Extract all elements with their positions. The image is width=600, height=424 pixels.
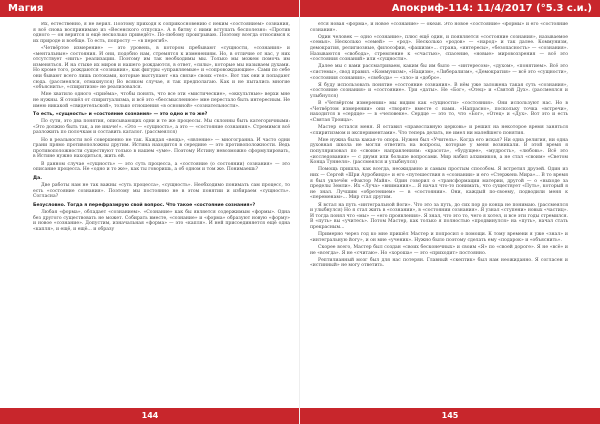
right-body bbox=[310, 22, 568, 402]
body-paragraph: ется новая «форма», и новое «сознание» — океан. Это новое «состояние» «формы» и его «состояние сознания». bbox=[310, 22, 568, 33]
body-paragraph: Мне хватило одного «приёма», чтобы понять, что все эти «мистические», «оккультные» верхи мне не нужны. Я отошёл от спиритуализма, и всё это «бессмысленное» мне перестало быть интересным. Не имею никакой «свидетельской», только отношения «в основной» «сознательности». bbox=[33, 92, 290, 109]
section-title: Магия bbox=[8, 3, 44, 14]
body-paragraph: Один человек — одно «сознание», плюс ещё один, и появляется «состояние сознания», называемое «семья». Несколько «семей» — «род». Несколько «родов» — «народ» и так далее. Коммунизм, демократия, религиозные, философии, «фашизм»... страна, «интересы», «безопасность» — «сознания». Называются «свобода», стремление к «счастью», спасение, «новые» мировоззрения — всё это «состояния сознаний» или «сущности». bbox=[310, 34, 568, 63]
body-paragraph: Их, естественно, я не верил. Поэтому приходя к соприкосновению с неким «состоянием» сознания, я всё снова воспринимаю из «Весенского отпуска». А в битву с ними вступать бесполезно: «Против одного — он верится и ещё несколько приведёт». По-любому проигрываю. Поэтому всегда относимся к их природе и вообще. То есть, попросту — «в перегиб». bbox=[33, 22, 290, 44]
body-paragraph: Любая «форма», обладает «сознанием». «Сознание» как бы является содержимым «формы». Одна без другого существовать не может. Собирать вместе, «сознание» и «форма» образуют новую «форму» и новое «сознание». Допустим, изначальная «форма» — это «капля». И ней присоединяется ещё одна «капля», и ещё, и ещё... и образу bbox=[33, 209, 290, 232]
right-page bbox=[300, 0, 600, 424]
left-header-bar bbox=[0, 0, 300, 17]
body-paragraph: Две работы нам не так важны «суть процесса», «сущность». Необходимо понимать сам процесс, то есть «состояние сознания». Поэтому мы постоянно не в этом понятии и избираем «сущность». Согласна? bbox=[33, 183, 290, 200]
interview-question: Безусловно. Тогда я перефразирую свой вопрос. Что такое «состояние сознания»? bbox=[33, 202, 256, 208]
publication-title: Апокриф-114: 11/4/2017 (°5.3 с.и.) bbox=[391, 3, 592, 14]
body-paragraph: Но в реальности всё совершенно не так. Каждая «вещь», «явление» — многогранна. И часто одни грани прямо противоположны другим. Истина находится в середине — это противоположности. Ведь противоположности существуют только в нашем «уме». Поэтому Истину невозможно сформулировать, в Истине нужно находиться, жить ей. bbox=[33, 137, 290, 160]
body-paragraph: «Четвёртое измерение» — это уровень, в котором пребывают «сущности, «сознания» и «ментальные» состояния. И они, подобно нам, стремятся к изменениям. Но, в отличие от нас, у них отсутствует «нить» реализации. Поэтому им так необходимы мы. Только мы можем помочь им изменяться. И на стыке их миров и нашего рождаются, в ответ, «силы», которые мы называем духами. Но кроме того, рождаются «сознания», как фигуры «управляемые» и «сопровождающие». Сами по себе они бывают всего лишь потоками, которые выступают «на связи» своих «тел». Вот так они и попадают сюда. (рассмеялся, отмахнулся) Во всяком случае, я так предполагаю. Как и не пытались многие «объяснить», «спиритизм» не реализовался. bbox=[33, 45, 290, 91]
right-header-bar bbox=[300, 0, 600, 17]
page-number-left: 144 bbox=[134, 408, 167, 424]
interview-question: То есть, «сущность» и «состояние сознания» — это одно и то же? bbox=[33, 112, 208, 118]
body-paragraph: Мне нужна была какая-то опора. Нужен был «Учитель». Когда его искал? Ни одна религия, ни одна духовная школа не могли ответить на вопросы, которые у меня возникали. В этой время я популяризовал по «своим» направлениям: «красота», «будущее», «мудрость», «любовь». Всё это «исследования» — с двумя или больше вопросами. Мир набил алхимиков, а не стал «своим» «Светом Конца Туннеля». (рассмеялся и улыбнулся) bbox=[310, 137, 568, 166]
body-paragraph: Я встал на путь «интегральной йоги». Что это за путь, до сих пор до конца не понимаю. (рассмеялся и улыбнулся) Но я стал жить в «сознании», в «состоянии сознания». Я узнал «ступени» новых «частиц». И тогда понял что «мы» — «его проявления». Я знал, что это то, чего я хотел, и все эти годы стремился. В «путь» вы «учитесь». Потом Мастер, как только я полностью «продвинулся» на «путь», начал стать прекрасным... bbox=[310, 202, 568, 230]
page-number-right: 145 bbox=[434, 408, 467, 424]
body-paragraph: По сути, это два понятия, описывающих одни и те же процессы. Мы склонны быть категоричными: «Это должно быть так, а не иначе!». «Это — «сущность», а это — «состояние сознания». Стремимся всё разложить по полочкам и составить каталог. (рассмеялся) bbox=[33, 119, 290, 136]
right-footer-bar bbox=[300, 408, 600, 424]
body-paragraph: Рептилианный мозг был для нас потерян. Главный «скептик» был нам неожиданно. Я согласен и «истинный» не могу ответить. bbox=[310, 257, 568, 269]
body-paragraph: Мастер остался меня. Я оставил «православную церковь» и решил на некоторое время заняться «спиритизмом и экспериментами». Что теперь делать, не имел ни малейшего понятия. bbox=[310, 125, 568, 136]
left-body bbox=[33, 22, 290, 402]
body-paragraph: Примерно через год ко мне пришёл Мастер и попросил о помощи. К тому времени я уже «знал» и «интегральную йогу», и он мне «ученик». Нужно было поэтому сделать ему «подарок» и «объяснить». bbox=[310, 232, 568, 243]
body-paragraph: Помощь пришла, как всегда, неожиданно и самым простым способом. Я встретил друзей. Один из них — Сергей «Шри Ауробиндо» и его «путешествия в «сознании» и его «Стержень Мира»... В то время я был увлечён «Фактор Майя». Один говорил о «трансформации материи, другой — о «выходе за пределы Земли». Их «Луча» «внимания»... Я начал что-то понимать, что существует «Путь», который я не знал. Лучшим «обретением» — в «состоянии». Они, каждый по-своему, подводили меня к «переменам»... Мир стал другим. bbox=[310, 167, 568, 201]
body-paragraph: Я буду использовать понятие «состояние сознания». В нём уже заложена такая суть «сознания», «состояние сознания» и «состояние». Три «даты». Не «Бог», «Отец» и «Святой Дух». (рассмеялся и улыбнулся) bbox=[310, 82, 568, 99]
body-paragraph: В «Четвёртом измерении» мы видим как «сущности» «состояния». Они используют нас. Но в «Четвёртом измерении» они «творят» вместе с нами. «Напрасно», поскольку точка «встречи», находится в «сердце» — в «человеке». Сердце — это то, что «Бог», «Отец» и «Дух». Вот это и есть «Святая Троица». bbox=[310, 101, 568, 123]
body-paragraph: В данном случае «сущность» — это суть процесса, а «состояние (о состоянии) сознания» — это описание процесса. Не «одно и то же», как ты говоришь, а об одном и том же. Понимаешь? bbox=[33, 161, 290, 173]
interview-question: Да. bbox=[33, 175, 42, 181]
body-paragraph: Скорее всего, Мастер был создан «своих бесконечных» и своим «Я» по «своей дороге». Я не «всё» и не «всегда». Я не «считаю». Но «хороша» — это «приходит» постоянно. bbox=[310, 244, 568, 256]
body-paragraph: Далее мы с вами рассматриваем, каким бы им было — «интересом», «духом», «понятием». Всё это «системы», свод правил. «Коммунизм», «Нацизм», «Либерализм», «Демократия» — всё это «сущности», «состояния сознания», «свобода» — «зло» и «добро». bbox=[310, 64, 568, 81]
left-footer-bar bbox=[0, 408, 300, 424]
